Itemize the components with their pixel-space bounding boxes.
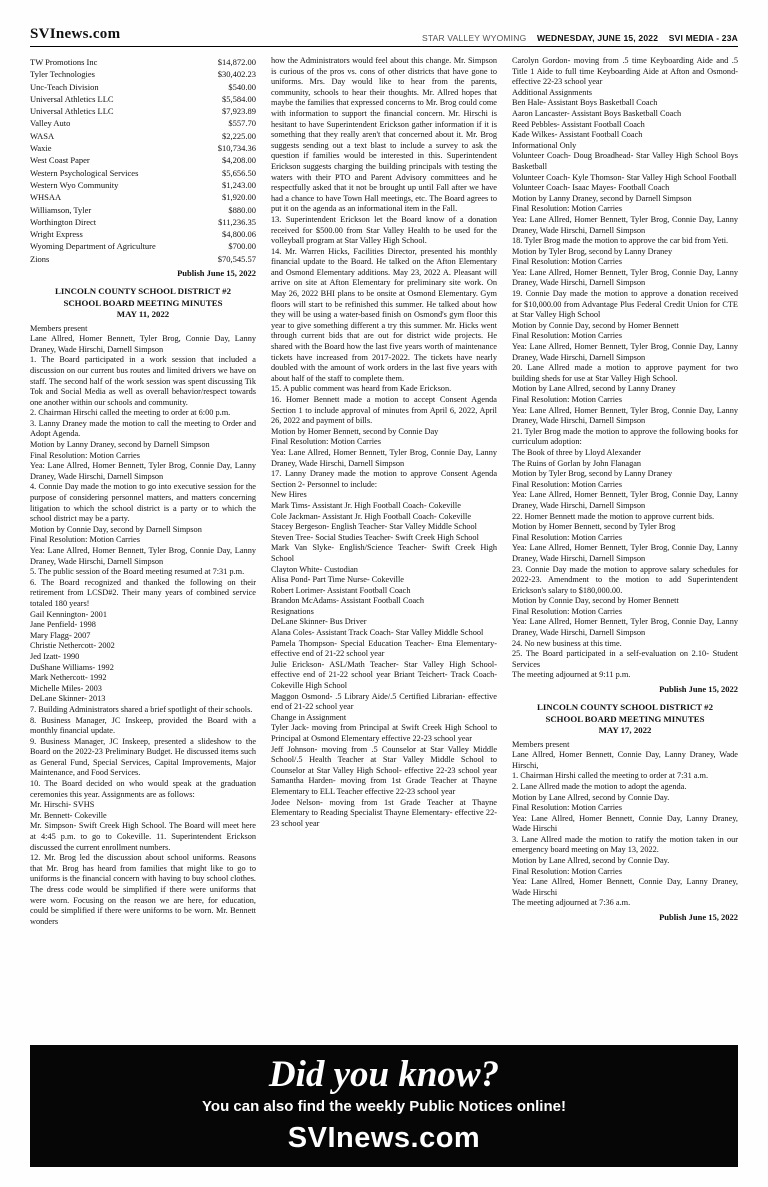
table-row bbox=[30, 191, 256, 203]
notice-paragraph: Motion by Lane Allred, second by Lanny Draney bbox=[512, 384, 676, 394]
table-row bbox=[30, 56, 256, 68]
table-row bbox=[30, 105, 256, 117]
notice-paragraph: 1. Chairman Hirshi called the meeting to order at 7:31 a.m. bbox=[512, 771, 709, 781]
notice-paragraph: Robert Lorimer- Assistant Football Coach bbox=[271, 585, 411, 595]
notice-paragraph: Kade Wilkes- Assistant Football Coach bbox=[512, 130, 643, 140]
notice-paragraph: DeLane Skinner- 2013 bbox=[30, 694, 106, 704]
masthead: SVInews.com bbox=[30, 26, 121, 42]
notice-paragraph: 6. The Board recognized and thanked the following on their retirement from LCSD#2. Their many years of combined service totaled 180 years! bbox=[30, 577, 256, 608]
payment-amount: $700.00 bbox=[228, 241, 256, 252]
notice-paragraph: Final Resolution: Motion Carries bbox=[271, 437, 381, 447]
notice-paragraph: Final Resolution: Motion Carries bbox=[30, 535, 140, 545]
notice-paragraph: Yea: Lane Allred, Homer Bennett, Tyler Brog, Connie Day, Lanny Draney, Wade Hirschi, Darnell Simpson bbox=[30, 546, 256, 566]
notice-paragraph: Michelle Miles- 2003 bbox=[30, 683, 102, 693]
payment-amount: $5,584.00 bbox=[222, 93, 256, 104]
payment-amount: $70,545.57 bbox=[217, 253, 256, 264]
notice-paragraph: Reed Pebbles- Assistant Football Coach bbox=[512, 119, 645, 129]
notice-heading bbox=[512, 702, 738, 737]
payee-name: Worthington Direct bbox=[30, 216, 97, 227]
notice-paragraph: Alisa Pond- Part Time Nurse- Cokeville bbox=[271, 575, 404, 585]
notice-column bbox=[271, 56, 497, 1036]
notice-paragraph: Maggon Osmond- .5 Library Aide/.5 Certified Librarian- effective end of 21-22 school year bbox=[271, 691, 497, 712]
public-notices-body bbox=[30, 56, 738, 1036]
notice-paragraph: Brandon McAdams- Assistant Football Coach bbox=[271, 596, 425, 606]
notice-paragraph: 16. Homer Bennett made a motion to accept Consent Agenda Section 1 to include approval of minutes from April 6, 2022, April 26, 2022 and payment of bills. bbox=[271, 395, 497, 426]
payment-amount: $14,872.00 bbox=[217, 57, 256, 67]
table-row bbox=[30, 253, 256, 265]
notice-paragraph: Carolyn Gordon- moving from .5 time Keyboarding Aide and .5 Title 1 Aide to full time Keyboarding Aide at Afton and Osmond- effective 22-23 school year bbox=[512, 56, 738, 87]
payee-name: WHSAA bbox=[30, 192, 62, 203]
notice-paragraph: Tyler Jack- moving from Principal at Swift Creek High School to Principal at Osmond Elementary effective 22-23 school year bbox=[271, 723, 497, 743]
notice-paragraph: 9. Business Manager, JC Inskeep, presented a slideshow to the Board on the 2022-23 Preliminary Budget. He discussed items such as General Fund, Special Services, Capital Improvements, Major Maintenance, and Food Services. bbox=[30, 736, 256, 778]
notice-paragraph: 18. Tyler Brog made the motion to approve the car bid from Yeti. bbox=[512, 236, 729, 246]
notice-paragraph: 10. The Board decided on who would speak at the graduation ceremonies this year. Assignments are as follows: bbox=[30, 779, 256, 799]
notice-paragraph: Yea: Lane Allred, Homer Bennett, Tyler Brog, Connie Day, Lanny Draney, Wade Hirschi, Darnell Simpson bbox=[30, 461, 256, 481]
notice-paragraph: Motion by Tyler Brog, second by Lanny Draney bbox=[512, 469, 673, 479]
payee-name: West Coast Paper bbox=[30, 155, 90, 166]
notice-paragraph: The Ruins of Gorlan by John Flanagan bbox=[512, 458, 642, 468]
notice-paragraph: Motion by Connie Day, second by Homer Bennett bbox=[512, 320, 679, 330]
table-row bbox=[30, 228, 256, 240]
notice-paragraph: Motion by Lane Allred, second by Connie Day. bbox=[512, 856, 670, 866]
notice-heading-line: SCHOOL BOARD MEETING MINUTES bbox=[545, 713, 705, 724]
notice-paragraph: Yea: Lane Allred, Homer Bennett, Connie Day, Lanny Draney, Wade Hirschi bbox=[512, 813, 738, 834]
table-row bbox=[30, 93, 256, 105]
table-row bbox=[30, 167, 256, 179]
notice-paragraph: 19. Connie Day made the motion to approve a donation received for $10,000.00 from Advantage Plus Federal Credit Union for CTE at Star Valley High School bbox=[512, 289, 738, 320]
payment-amount: $30,402.23 bbox=[217, 69, 256, 80]
notice-heading-line: MAY 11, 2022 bbox=[116, 309, 170, 320]
notice-paragraph: Aaron Lancaster- Assistant Boys Basketball Coach bbox=[512, 108, 682, 118]
payee-name: Wright Express bbox=[30, 229, 83, 240]
notice-paragraph: Final Resolution: Motion Carries bbox=[512, 331, 622, 341]
payment-amount: $7,923.89 bbox=[222, 106, 256, 117]
publish-date-line: Publish June 15, 2022 bbox=[177, 268, 256, 279]
notice-paragraph: The meeting adjourned at 9:11 p.m. bbox=[512, 670, 631, 680]
notice-paragraph: Informational Only bbox=[512, 140, 577, 150]
notice-paragraph: Yea: Lane Allred, Homer Bennett, Tyler Brog, Connie Day, Lanny Draney, Wade Hirschi, Darnell Simpson bbox=[512, 405, 738, 426]
payee-name: Tyler Technologies bbox=[30, 69, 95, 80]
notice-paragraph: Jane Penfield- 1998 bbox=[30, 620, 96, 630]
notice-paragraph: Jodee Nelson- moving from 1st Grade Teacher at Thayne Elementary to Reading Specialist Thayne Elementary- effective 22-23 school year bbox=[271, 797, 497, 828]
notice-paragraph: Motion by Connie Day, second by Darnell Simpson bbox=[30, 524, 202, 534]
notice-paragraph: Ben Hale- Assistant Boys Basketball Coach bbox=[512, 98, 658, 108]
notice-paragraph: Cole Jackman- Assistant Jr. High Football Coach- Cokeville bbox=[271, 511, 472, 521]
payment-amount: $4,800.06 bbox=[222, 229, 256, 240]
notice-paragraph: Lane Allred, Homer Bennett, Tyler Brog, Connie Day, Lanny Draney, Wade Hirschi, Darnell Simpson bbox=[30, 334, 256, 354]
notice-paragraph: Yea: Lane Allred, Homer Bennett, Tyler Brog, Connie Day, Lanny Draney, Wade Hirschi, Darnell Simpson bbox=[512, 543, 738, 563]
payment-amount: $880.00 bbox=[228, 204, 256, 215]
payee-name: Unc-Teach Division bbox=[30, 81, 99, 92]
notice-paragraph: Final Resolution: Motion Carries bbox=[512, 606, 622, 616]
header-location: STAR VALLEY WYOMING bbox=[421, 33, 527, 43]
notice-paragraph: Motion by Lane Allred, second by Connie Day. bbox=[512, 792, 670, 802]
notice-paragraph: Yea: Lane Allred, Homer Bennett, Tyler Brog, Connie Day, Lanny Draney, Wade Hirschi, Darnell Simpson bbox=[512, 342, 738, 362]
notice-paragraph: Jeff Johnson- moving from .5 Counselor at Star Valley Middle School/.5 Health Teacher at Star Valley Middle School to Counselor at Star Valley High School- effective 22-23 school year Samantha Harden- moving from 1st Grade Teacher at Thayne Elementary to ELL Teacher effective 22-23 school year bbox=[271, 744, 497, 796]
payee-name: Waxie bbox=[30, 143, 52, 154]
notice-paragraph: Steven Tree- Social Studies Teacher- Swift Creek High School bbox=[271, 532, 479, 542]
notice-paragraph: Final Resolution: Motion Carries bbox=[512, 479, 622, 489]
notice-paragraph: Yea: Lane Allred, Homer Bennett, Tyler Brog, Connie Day, Lanny Draney, Wade Hirschi, Darnell Simpson bbox=[512, 617, 738, 638]
notice-paragraph: Stacey Bergeson- English Teacher- Star Valley Middle School bbox=[271, 522, 477, 532]
notice-paragraph: 24. No new business at this time. bbox=[512, 638, 622, 648]
notice-paragraph: Gail Kennington- 2001 bbox=[30, 609, 107, 619]
table-row bbox=[30, 142, 256, 154]
notice-paragraph: 3. Lane Allred made the motion to ratify the motion taken in our emergency board meeting on May 13, 2022. bbox=[512, 834, 738, 855]
notice-paragraph: Jed Izatt- 1990 bbox=[30, 651, 80, 661]
banner-title: Did you know? bbox=[268, 1054, 500, 1096]
notice-paragraph: 25. The Board participated in a self-evaluation on 2.10- Student Services bbox=[512, 649, 738, 669]
notice-paragraph: Mark Van Slyke- English/Science Teacher- Swift Creek High School bbox=[271, 543, 497, 563]
notice-paragraph: 2. Lane Allred made the motion to adopt the agenda. bbox=[512, 781, 687, 791]
notice-paragraph: Final Resolution: Motion Carries bbox=[512, 395, 622, 404]
notice-paragraph: Lane Allred, Homer Bennett, Connie Day, Lanny Draney, Wade Hirschi, bbox=[512, 750, 738, 770]
notice-paragraph: 20. Lane Allred made a motion to approve payment for two building sheds for use at Star Valley High School. bbox=[512, 363, 738, 383]
payment-amount: $1,243.00 bbox=[222, 179, 256, 190]
notice-paragraph: 3. Lanny Draney made the motion to call the meeting to Order and Adopt Agenda. bbox=[30, 418, 256, 439]
notice-paragraph: 14. Mr. Warren Hicks, Facilities Director, presented his monthly financial update to the Board. He talked on the Afton Elementary and Osmond Elementary additions. May 23, 2022 A. Pleasant will arrive on site at Afton Elementary for preliminary site work. On May 26, 2022 BHI plans to be onsite at Osmond Elementary. Gym floors will start to be refinished this summer. He talked about how they will be using a water-based finish on Osmond's gym floor this year to give something different a try this summer. Mr. Hicks went through current bids that are out for district wide projects. He shared with the Board how the last five years worth of maintenance tickets have increased from 2017-2022. The tickets have nearly doubled with the amount of work orders in the last five years with about half of the staff to complete them. bbox=[271, 246, 497, 383]
notice-paragraph: 2. Chairman Hirschi called the meeting to order at 6:00 p.m. bbox=[30, 408, 231, 418]
payment-amount: $5,656.50 bbox=[222, 167, 256, 178]
page-header bbox=[30, 26, 738, 47]
publish-date-line: Publish June 15, 2022 bbox=[659, 684, 738, 695]
notice-paragraph: Yea: Lane Allred, Homer Bennett, Tyler Brog, Connie Day, Lanny Draney, Wade Hirschi, Darnell Simpson bbox=[271, 447, 497, 468]
notice-paragraph: 22. Homer Bennett made the motion to approve current bids. bbox=[512, 511, 715, 521]
notice-paragraph: 15. A public comment was heard from Kade Erickson. bbox=[271, 384, 452, 394]
table-row bbox=[30, 216, 256, 228]
notice-paragraph: Final Resolution: Motion Carries bbox=[512, 532, 622, 542]
notice-heading-line: SCHOOL BOARD MEETING MINUTES bbox=[63, 297, 223, 308]
table-row bbox=[30, 81, 256, 93]
notice-paragraph: Members present bbox=[512, 739, 570, 749]
notice-paragraph: Mr. Hirschi- SVHS bbox=[30, 800, 95, 810]
notice-paragraph: Final Resolution: Motion Carries bbox=[512, 866, 622, 876]
notice-paragraph: Mark Nethercott- 1992 bbox=[30, 673, 107, 683]
payee-name: Western Wyo Community bbox=[30, 179, 119, 190]
table-row bbox=[30, 117, 256, 129]
notice-paragraph: Yea: Lane Allred, Homer Bennett, Tyler Brog, Connie Day, Lanny Draney, Wade Hirschi, Darnell Simpson bbox=[512, 267, 738, 288]
notice-paragraph: Clayton White- Custodian bbox=[271, 564, 358, 574]
notice-column bbox=[512, 56, 738, 1036]
payment-amount: $11,236.35 bbox=[218, 216, 256, 227]
notice-paragraph: Pamela Thompson- Special Education Teacher- Etna Elementary- effective end of 21-22 school year bbox=[271, 638, 497, 659]
table-row bbox=[30, 68, 256, 80]
header-dateline bbox=[422, 33, 738, 43]
notice-paragraph: 21. Tyler Brog made the motion to approve the following books for curriculum adoption: bbox=[512, 426, 738, 447]
notice-paragraph: Volunteer Coach- Kyle Thomson- Star Valley High School Football bbox=[512, 172, 737, 182]
notice-paragraph: Final Resolution: Motion Carries bbox=[512, 803, 622, 813]
notice-paragraph: Final Resolution: Motion Carries bbox=[512, 204, 622, 214]
payee-name: Valley Auto bbox=[30, 118, 71, 129]
notice-paragraph: The Book of three by Lloyd Alexander bbox=[512, 447, 642, 457]
payee-name: WASA bbox=[30, 130, 55, 141]
notice-paragraph: Motion by Homer Bennett, second by Tyler Brog bbox=[512, 522, 676, 532]
banner-subtitle: You can also find the weekly Public Notices online! bbox=[202, 1098, 566, 1115]
payee-name: Universal Athletics LLC bbox=[30, 93, 114, 104]
payment-amount: $1,920.00 bbox=[222, 192, 256, 203]
notice-paragraph: 8. Business Manager, JC Inskeep, provided the Board with a monthly financial update. bbox=[30, 715, 256, 736]
notice-paragraph: 23. Connie Day made the motion to approve salary schedules for 2022-23. Amendment to the motion to add Superintendent Erickson's salary to $180,000.00. bbox=[512, 564, 738, 595]
payment-amount: $557.70 bbox=[228, 118, 256, 129]
notice-paragraph: Mr. Bennett- Cokeville bbox=[30, 810, 107, 820]
payment-amount: $540.00 bbox=[228, 81, 256, 92]
table-row bbox=[30, 154, 256, 166]
notice-paragraph: Final Resolution: Motion Carries bbox=[512, 257, 622, 267]
publish-date-line: Publish June 15, 2022 bbox=[659, 912, 738, 923]
notice-paragraph: Resignations bbox=[271, 606, 314, 616]
table-row bbox=[30, 240, 256, 252]
payments-table bbox=[30, 56, 256, 265]
notice-paragraph: 5. The public session of the Board meeting resumed at 7:31 p.m. bbox=[30, 567, 245, 577]
payee-name: Western Psychological Services bbox=[30, 167, 139, 178]
notice-paragraph: Motion by Lanny Draney, second by Darnell Simpson bbox=[30, 440, 210, 450]
notice-paragraph: Julie Erickson- ASL/Math Teacher- Star Valley High School- effective end of 21-22 school year Briant Teichert- Track Coach- Cokeville High School bbox=[271, 659, 497, 691]
header-date: WEDNESDAY, JUNE 15, 2022 bbox=[536, 33, 659, 43]
table-row bbox=[30, 179, 256, 191]
payee-name: Wyoming Department of Agriculture bbox=[30, 241, 156, 252]
notice-paragraph: Volunteer Coach- Doug Broadhead- Star Valley High School Boys Basketball bbox=[512, 151, 738, 171]
promo-banner bbox=[30, 1045, 738, 1167]
payment-amount: $2,225.00 bbox=[222, 130, 256, 141]
notice-paragraph: DuShane Williams- 1992 bbox=[30, 662, 114, 672]
notice-paragraph: 17. Lanny Draney made the motion to approve Consent Agenda Section 2- Personnel to include: bbox=[271, 469, 497, 489]
notice-paragraph: Additional Assignments bbox=[512, 87, 592, 97]
notice-paragraph: Motion by Tyler Brog, second by Lanny Draney bbox=[512, 246, 673, 256]
table-row bbox=[30, 204, 256, 216]
notice-paragraph: Alana Coles- Assistant Track Coach- Star Valley Middle School bbox=[271, 628, 484, 638]
payee-name: TW Promotions Inc bbox=[30, 57, 98, 67]
notice-paragraph: 13. Superintendent Erickson let the Board know of a donation received for $500.00 from Star Valley Health to be used for the volleyball program at Star Valley High School. bbox=[271, 214, 497, 246]
notice-paragraph: Christie Nethercott- 2002 bbox=[30, 641, 115, 651]
notice-paragraph: 12. Mr. Brog led the discussion about school uniforms. Reasons that Mr. Brog has heard from families that might like to go to uniforms is the financial concern with having to buy school clothes. The dress code would be simplified if there were uniforms that were worn. Focusing on the reason we are here, for education, could be simplified if there were uniforms to be worn. Mr. Bennett wonders bbox=[30, 853, 256, 926]
payment-amount: $4,208.00 bbox=[222, 155, 256, 166]
notice-paragraph: Yea: Lane Allred, Homer Bennett, Connie Day, Lanny Draney, Wade Hirschi bbox=[512, 877, 738, 897]
notice-paragraph: 1. The Board participated in a work session that included a discussion on our current bus routes and limited drivers we have on staff. The second half of the work session was spent discussing Tik Tok and Social Media as well as overall behavior/respect towards one another within our schools and community. bbox=[30, 355, 256, 407]
notice-paragraph: Motion by Homer Bennett, second by Connie Day bbox=[271, 426, 439, 436]
notice-paragraph: Yea: Lane Allred, Homer Bennett, Tyler Brog, Connie Day, Lanny Draney, Wade Hirschi, Darnell Simpson bbox=[512, 214, 738, 235]
payment-amount: $10,734.36 bbox=[217, 143, 256, 154]
notice-heading-line: LINCOLN COUNTY SCHOOL DISTRICT #2 bbox=[537, 702, 713, 713]
banner-site-url: SVInews.com bbox=[287, 1122, 481, 1154]
notice-heading-line: MAY 17, 2022 bbox=[598, 725, 652, 736]
notice-paragraph: Final Resolution: Motion Carries bbox=[30, 450, 140, 460]
notice-paragraph: Volunteer Coach- Isaac Mayes- Football Coach bbox=[512, 183, 670, 193]
notice-paragraph: Mary Flagg- 2007 bbox=[30, 630, 91, 640]
payee-name: Zions bbox=[30, 253, 50, 264]
notice-column bbox=[30, 56, 256, 1036]
notice-paragraph: Change in Assignment bbox=[271, 712, 347, 722]
notice-paragraph: Members present bbox=[30, 323, 88, 333]
notice-paragraph: Mark Tims- Assistant Jr. High Football Coach- Cokeville bbox=[271, 500, 461, 510]
payee-name: Williamson, Tyler bbox=[30, 204, 92, 215]
notice-heading-line: LINCOLN COUNTY SCHOOL DISTRICT #2 bbox=[55, 286, 231, 297]
notice-paragraph: Motion by Connie Day, second by Homer Bennett bbox=[512, 596, 679, 606]
table-row bbox=[30, 130, 256, 142]
payee-name: Universal Athletics LLC bbox=[30, 106, 114, 117]
notice-paragraph: how the Administrators would feel about this change. Mr. Simpson is curious of the pros vs. cons of other districts that have gone to uniforms. Mrs. Day would like to hear from the parents, community, schools to hear their thoughts. Mr. Allred hopes that maybe the families that expressed concerns to Mr. Brog could come with information to support the financial concern. Mr. Hirschi is hesitant to have Superintendent Erickson gather information if it is something that they really aren't that concerned about it. Mr. Brog suggests sending out a text blast to include a survey to ask the question if families would be interested in this. Superintendent Erickson suggests charging the building principals with testing the waters with their PTO and Parent Advisory committees and he respectfully asked that it not be brought up until Fall after we have had a chance to have Town Hall meetings, etc. The Board agrees to put it on the agenda as an informational item in the Fall. bbox=[271, 56, 497, 214]
notice-paragraph: Yea: Lane Allred, Homer Bennett, Tyler Brog, Connie Day, Lanny Draney, Wade Hirschi, Darnell Simpson bbox=[512, 490, 738, 510]
notice-paragraph: 7. Building Administrators shared a brief spotlight of their schools. bbox=[30, 704, 253, 714]
notice-paragraph: 4. Connie Day made the motion to go into executive session for the purpose of considering personnel matters, and matters concerning litigation to which the school district is a party or to which the school district may be a party. bbox=[30, 482, 256, 524]
notice-paragraph: The meeting adjourned at 7:36 a.m. bbox=[512, 898, 631, 908]
header-edition: SVI MEDIA - 23A bbox=[668, 33, 738, 43]
notice-paragraph: Motion by Lanny Draney, second by Darnell Simpson bbox=[512, 193, 692, 203]
notice-paragraph: DeLane Skinner- Bus Driver bbox=[271, 617, 367, 627]
notice-paragraph: New Hires bbox=[271, 490, 307, 500]
notice-paragraph: Mr. Simpson- Swift Creek High School. The Board will meet here at 4:45 p.m. to go to Cokeville. 11. Superintendent Erickson discussed the current enrollment numbers. bbox=[30, 821, 256, 852]
notice-heading bbox=[30, 286, 256, 321]
